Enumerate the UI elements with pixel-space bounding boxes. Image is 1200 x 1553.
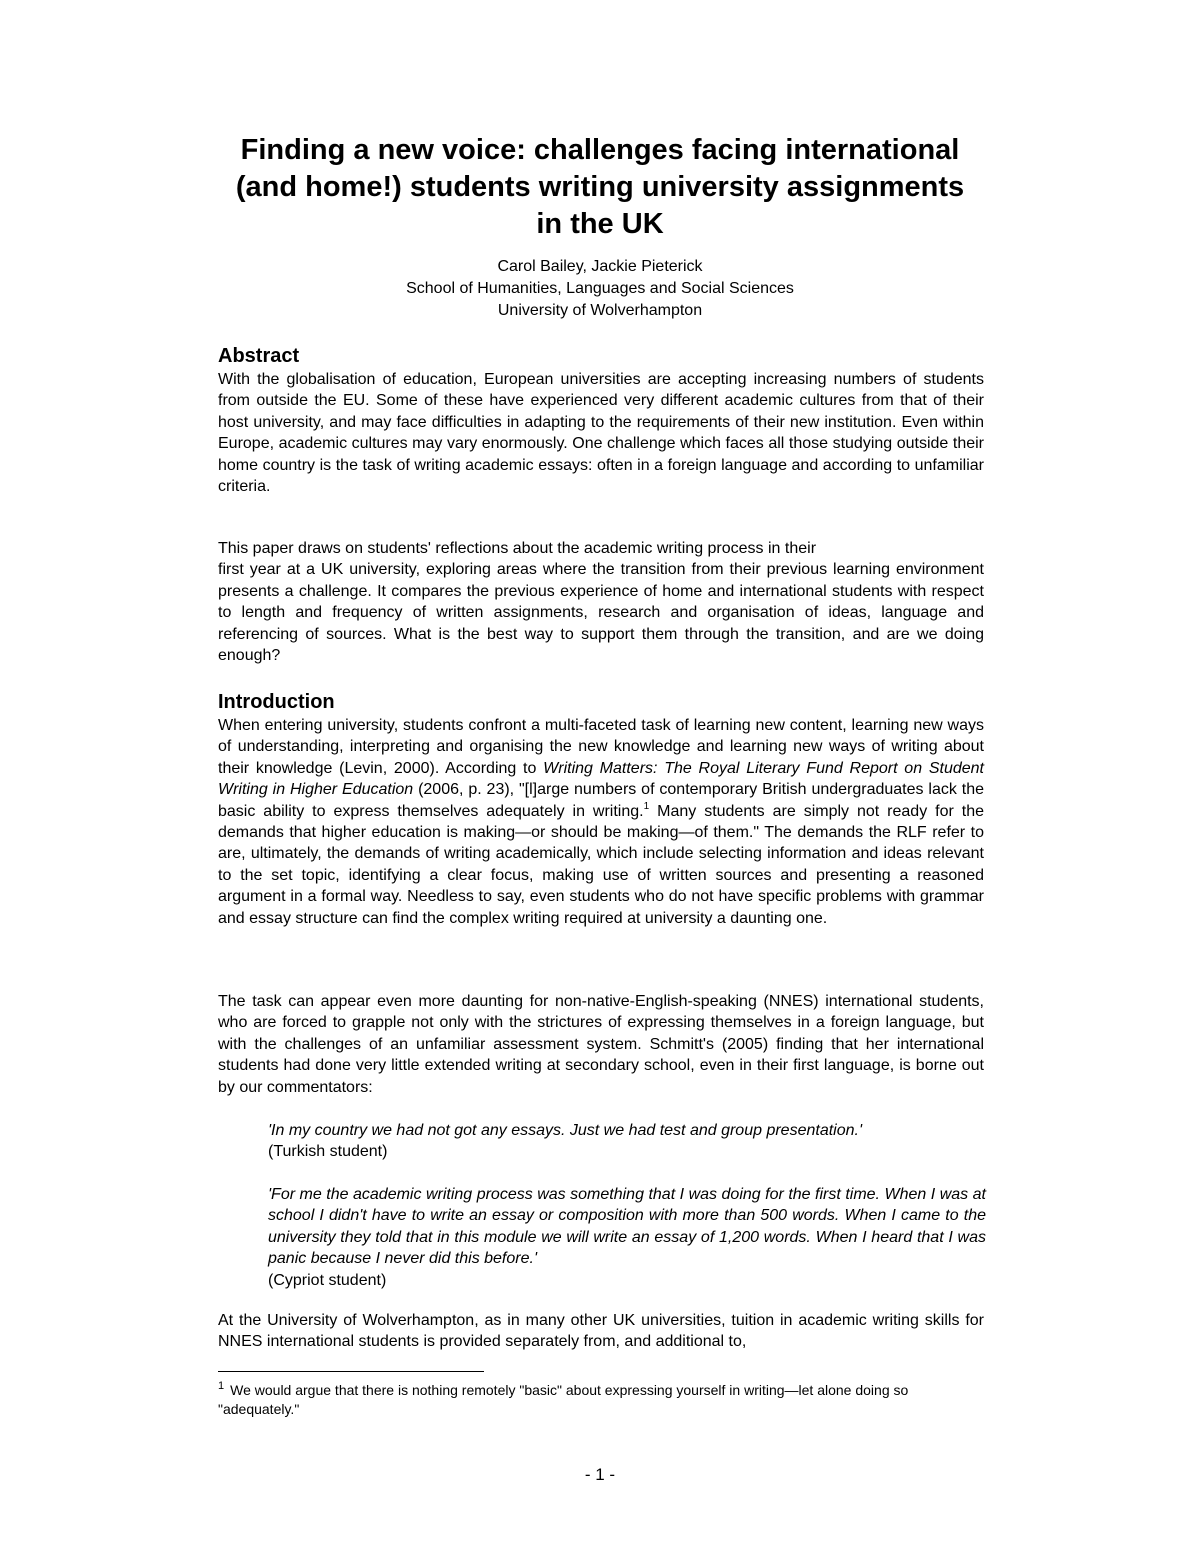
author-names: Carol Bailey, Jackie Pieterick: [497, 258, 703, 275]
title-line: (and home!) students writing university assignments: [235, 171, 965, 203]
footnote-text: We would argue that there is nothing remotely "basic" about expressing yourself in writing—let alone doing so "adequately.": [218, 1382, 909, 1417]
title-line: in the UK: [536, 208, 664, 240]
footnote: [218, 1381, 984, 1419]
abstract-heading: Abstract: [218, 345, 300, 367]
footnote-reference[interactable]: 1: [643, 800, 650, 812]
author-university: University of Wolverhampton: [497, 302, 703, 319]
intro-p1-text-b: (2006, p. 23), "[l]arge numbers of contemporary British undergraduates lack the basic ability to express themselves adequately in writing.: [218, 781, 984, 820]
footnote-mark: 1: [218, 1380, 225, 1392]
footnote-divider: [218, 1371, 484, 1372]
page-number: - 1 -: [584, 1465, 616, 1484]
introduction-paragraph-3: At the University of Wolverhampton, as in many other UK universities, tuition in academic writing skills for NNES international students is provided separately from, and additional to,: [218, 1312, 984, 1351]
student-quote-1: [268, 1120, 986, 1163]
abstract-paragraph-2: [218, 538, 984, 666]
introduction-paragraph-1: [218, 715, 984, 929]
quote-text: 'In my country we had not got any essays. Just we had test and group presentation.': [268, 1122, 863, 1139]
quote-text: 'For me the academic writing process was something that I was doing for the first time. When I was at school I didn't have to write an essay or composition with more than 500 words. When I came to the university they told that in this module we will write an essay of 1,200 words. When I heard that I was panic because I never did this before.': [268, 1186, 986, 1268]
paper-title: [180, 132, 1020, 243]
introduction-heading: Introduction: [218, 691, 335, 713]
intro-p1-text-c: Many students are simply not ready for the demands that higher education is making—or should be making—of them." The demands the RLF refer to are, ultimately, the demands of writing academically, which include selecting information and ideas relevant to the set topic, identifying a clear focus, making use of written sources and presenting a reasoned argument in a formal way. Needless to say, even students who do not have specific problems with grammar and essay structure can find the complex writing required at university a daunting one.: [218, 802, 985, 927]
abstract-paragraph-1: With the globalisation of education, European universities are accepting increasing numbers of students from outside the EU. Some of these have experienced very different academic cultures from that of their host university, and may face difficulties in adapting to the requirements of their new institution. Even within Europe, academic cultures may vary enormously. One challenge which faces all those studying outside their home country is the task of writing academic essays: often in a foreign language and according to unfamiliar criteria.: [218, 371, 984, 496]
introduction-paragraph-2: The task can appear even more daunting for non-native-English-speaking (NNES) international students, who are forced to grapple not only with the strictures of expressing themselves in a foreign language, but with the challenges of an unfamiliar assessment system. Schmitt's (2005) finding that her international students had done very little extended writing at secondary school, even in their first language, is borne out by our commentators:: [218, 993, 984, 1096]
quote-source: (Turkish student): [268, 1143, 388, 1161]
abstract-paragraph-2-rest: first year at a UK university, exploring areas where the transition from their previous learning environment presents a challenge. It compares the previous experience of home and international students with respect to length and frequency of written assignments, research and organisation of ideas, language and referencing of sources. What is the best way to support them through the transition, and are we doing enough?: [218, 561, 984, 665]
author-school: School of Humanities, Languages and Social Sciences: [406, 280, 794, 297]
intro-p1-text-a: When entering university, students confront a multi-faceted task of learning new content, learning new ways of understanding, interpreting and organising the new knowledge and learning new ways of writing about their knowledge (Levin, 2000). According to: [218, 717, 984, 777]
title-line: Finding a new voice: challenges facing international: [240, 134, 960, 166]
abstract-paragraph-2-first-line: This paper draws on students' reflections about the academic writing process in their: [218, 540, 817, 557]
quote-source: (Cypriot student): [268, 1271, 387, 1289]
author-block: [180, 256, 1020, 322]
student-quote-2: [268, 1184, 986, 1291]
intro-p1-report-title: Writing Matters: The Royal Literary Fund Report on Student Writing in Higher Education: [218, 759, 985, 799]
